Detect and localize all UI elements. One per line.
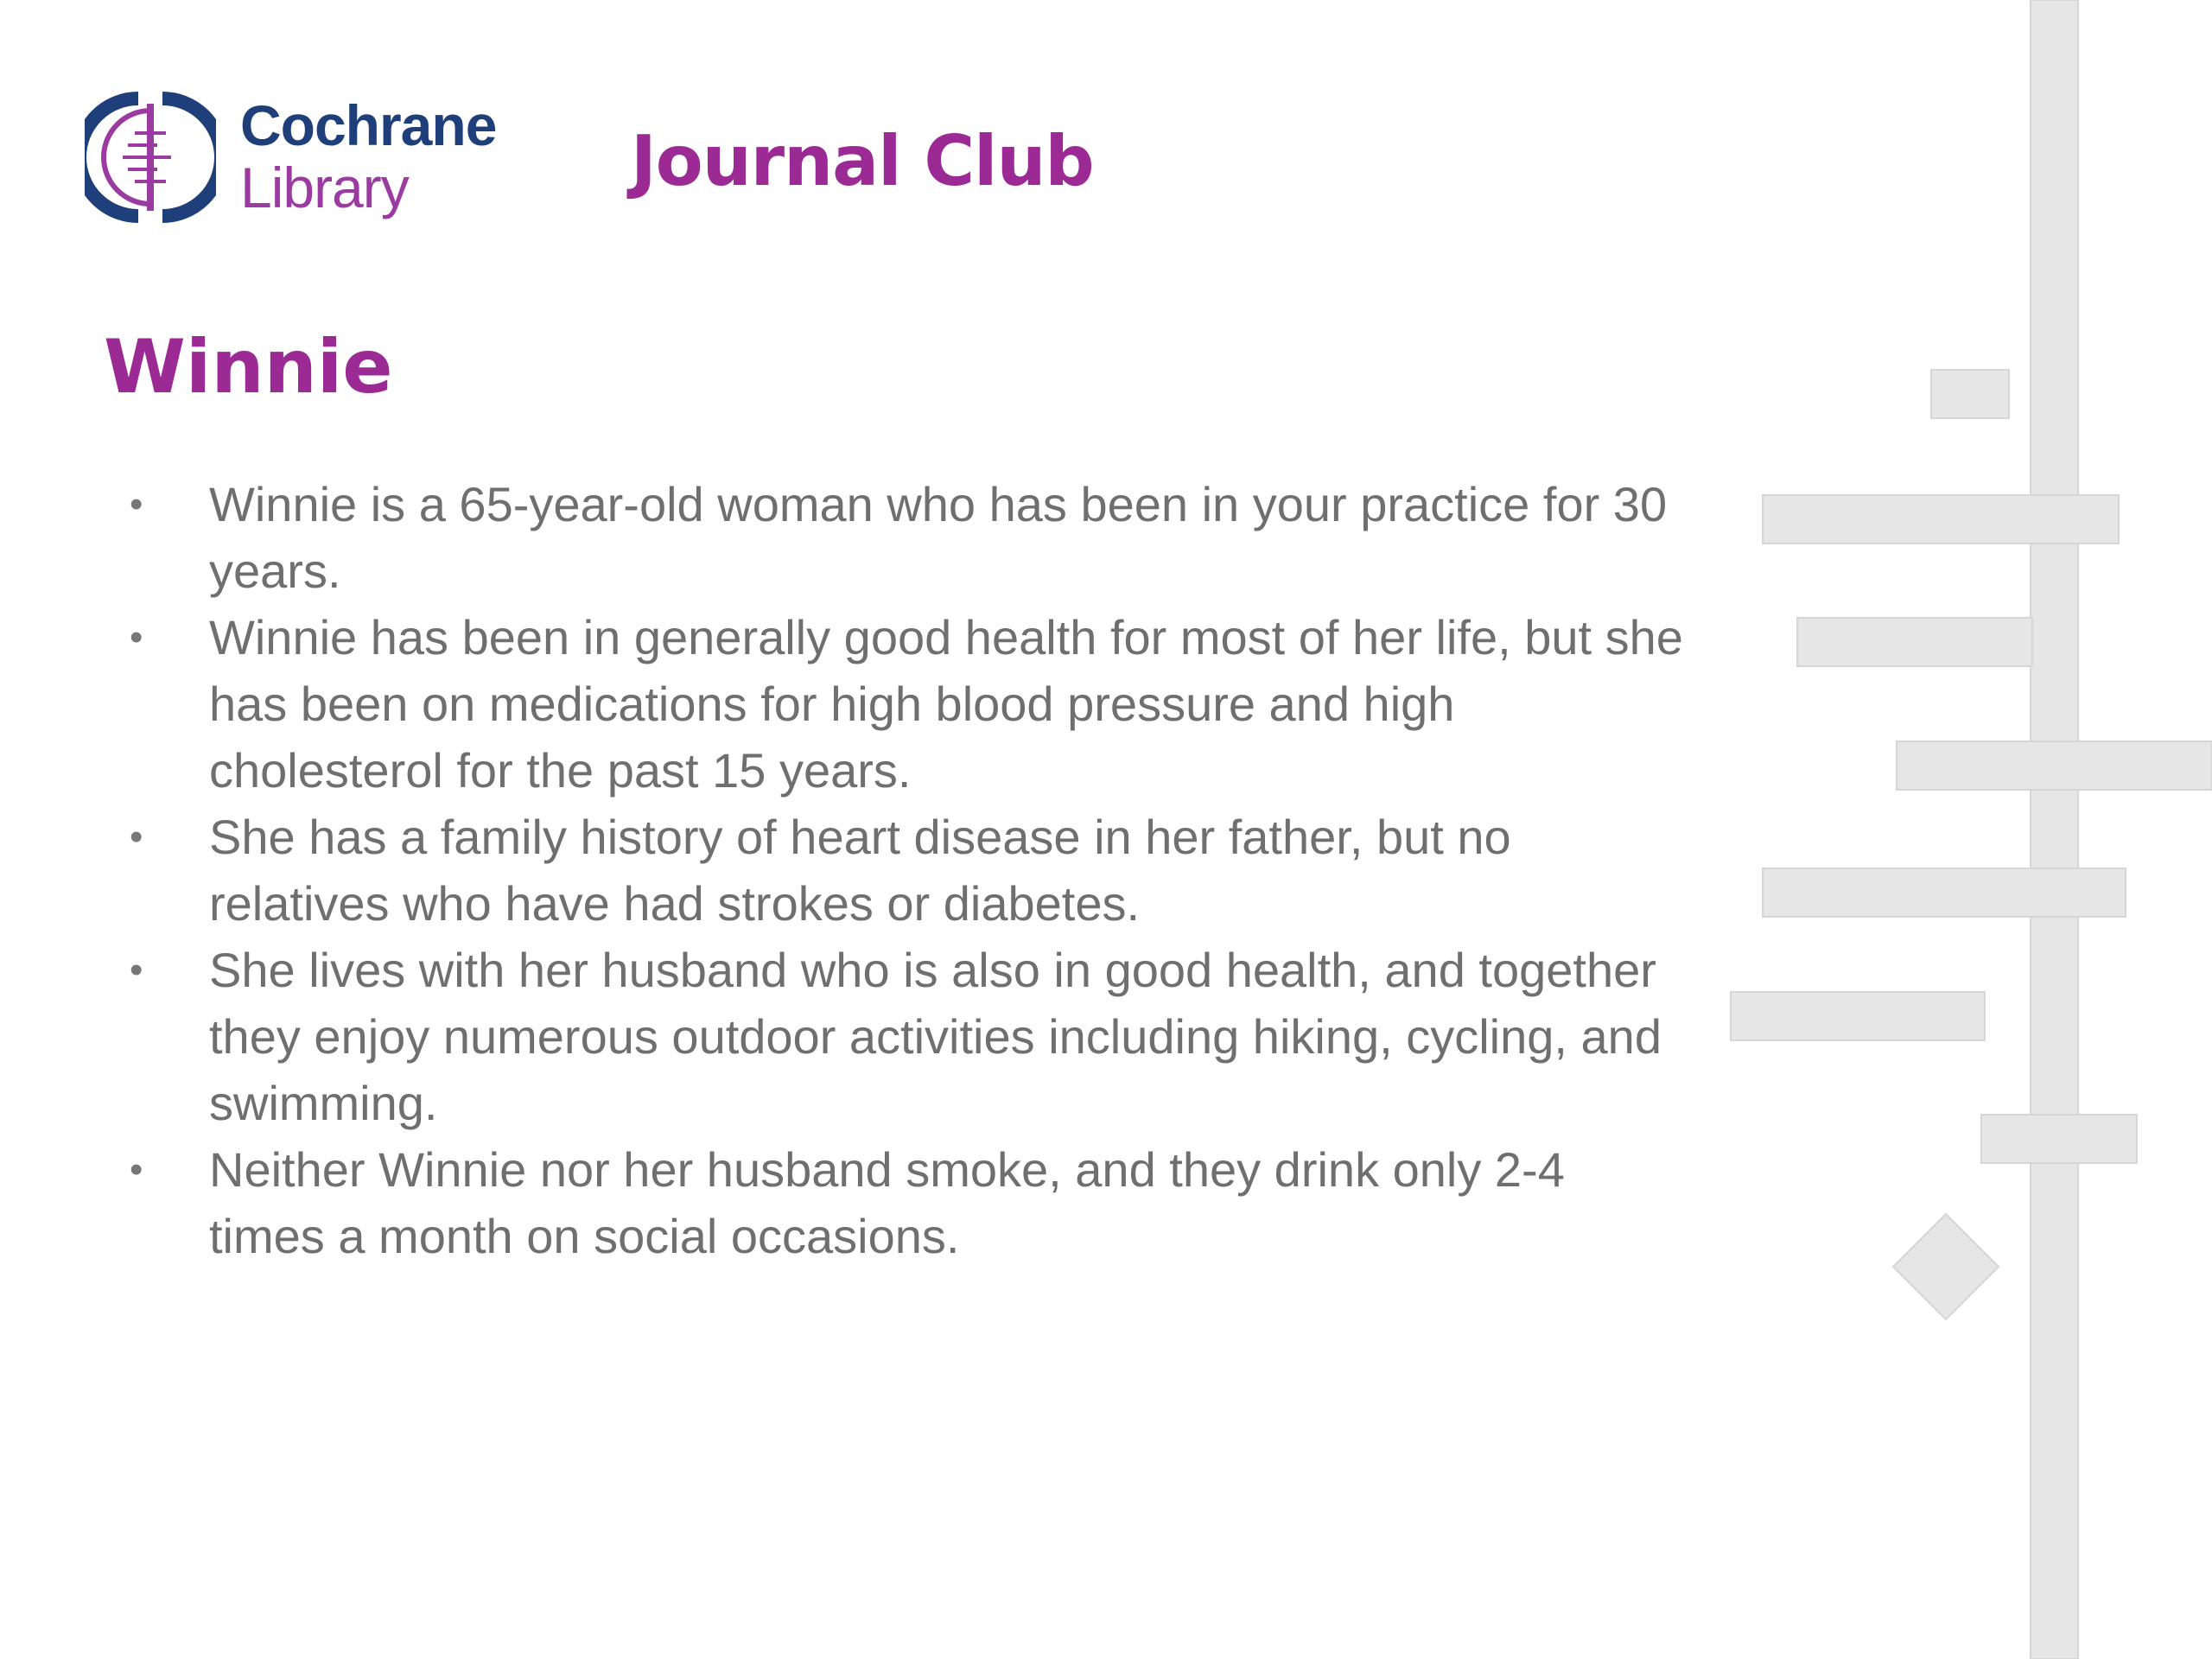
bullet-text: She has a family history of heart disease in her father, but no relatives who have had strokes or diabetes. (209, 810, 1511, 931)
bullet-item (112, 937, 1685, 1136)
bullet-icon: • (130, 616, 143, 658)
header-title: Journal Club (631, 121, 1094, 201)
logo-wordmark (240, 93, 497, 219)
logo-text-library: Library (240, 156, 409, 219)
bullet-item (112, 604, 1685, 804)
bullet-item (112, 804, 1685, 937)
bullet-list (112, 471, 1685, 1269)
bullet-text: She lives with her husband who is also in good health, and together they enjoy numerous outdoor activities including hiking, cycling, and swimming. (209, 943, 1662, 1130)
bullet-text: Winnie is a 65-year-old woman who has been in your practice for 30 years. (209, 477, 1668, 598)
cochrane-logo-icon (85, 92, 216, 223)
bullet-text: Winnie has been in generally good health for most of her life, but she has been on medications for high blood pressure and high cholesterol for the past 15 years. (209, 610, 1683, 798)
bullet-icon: • (130, 816, 143, 858)
slide-heading: Winnie (104, 324, 393, 410)
cochrane-library-logo (85, 92, 499, 230)
bullet-text: Neither Winnie nor her husband smoke, and they drink only 2-4 times a month on social occasions. (209, 1142, 1565, 1263)
bullet-item (112, 1136, 1685, 1269)
logo-text-cochrane: Cochrane (240, 93, 497, 157)
bullet-item (112, 471, 1685, 604)
bullet-icon: • (130, 483, 143, 525)
bullet-icon: • (130, 1148, 143, 1191)
bullet-icon: • (130, 949, 143, 991)
